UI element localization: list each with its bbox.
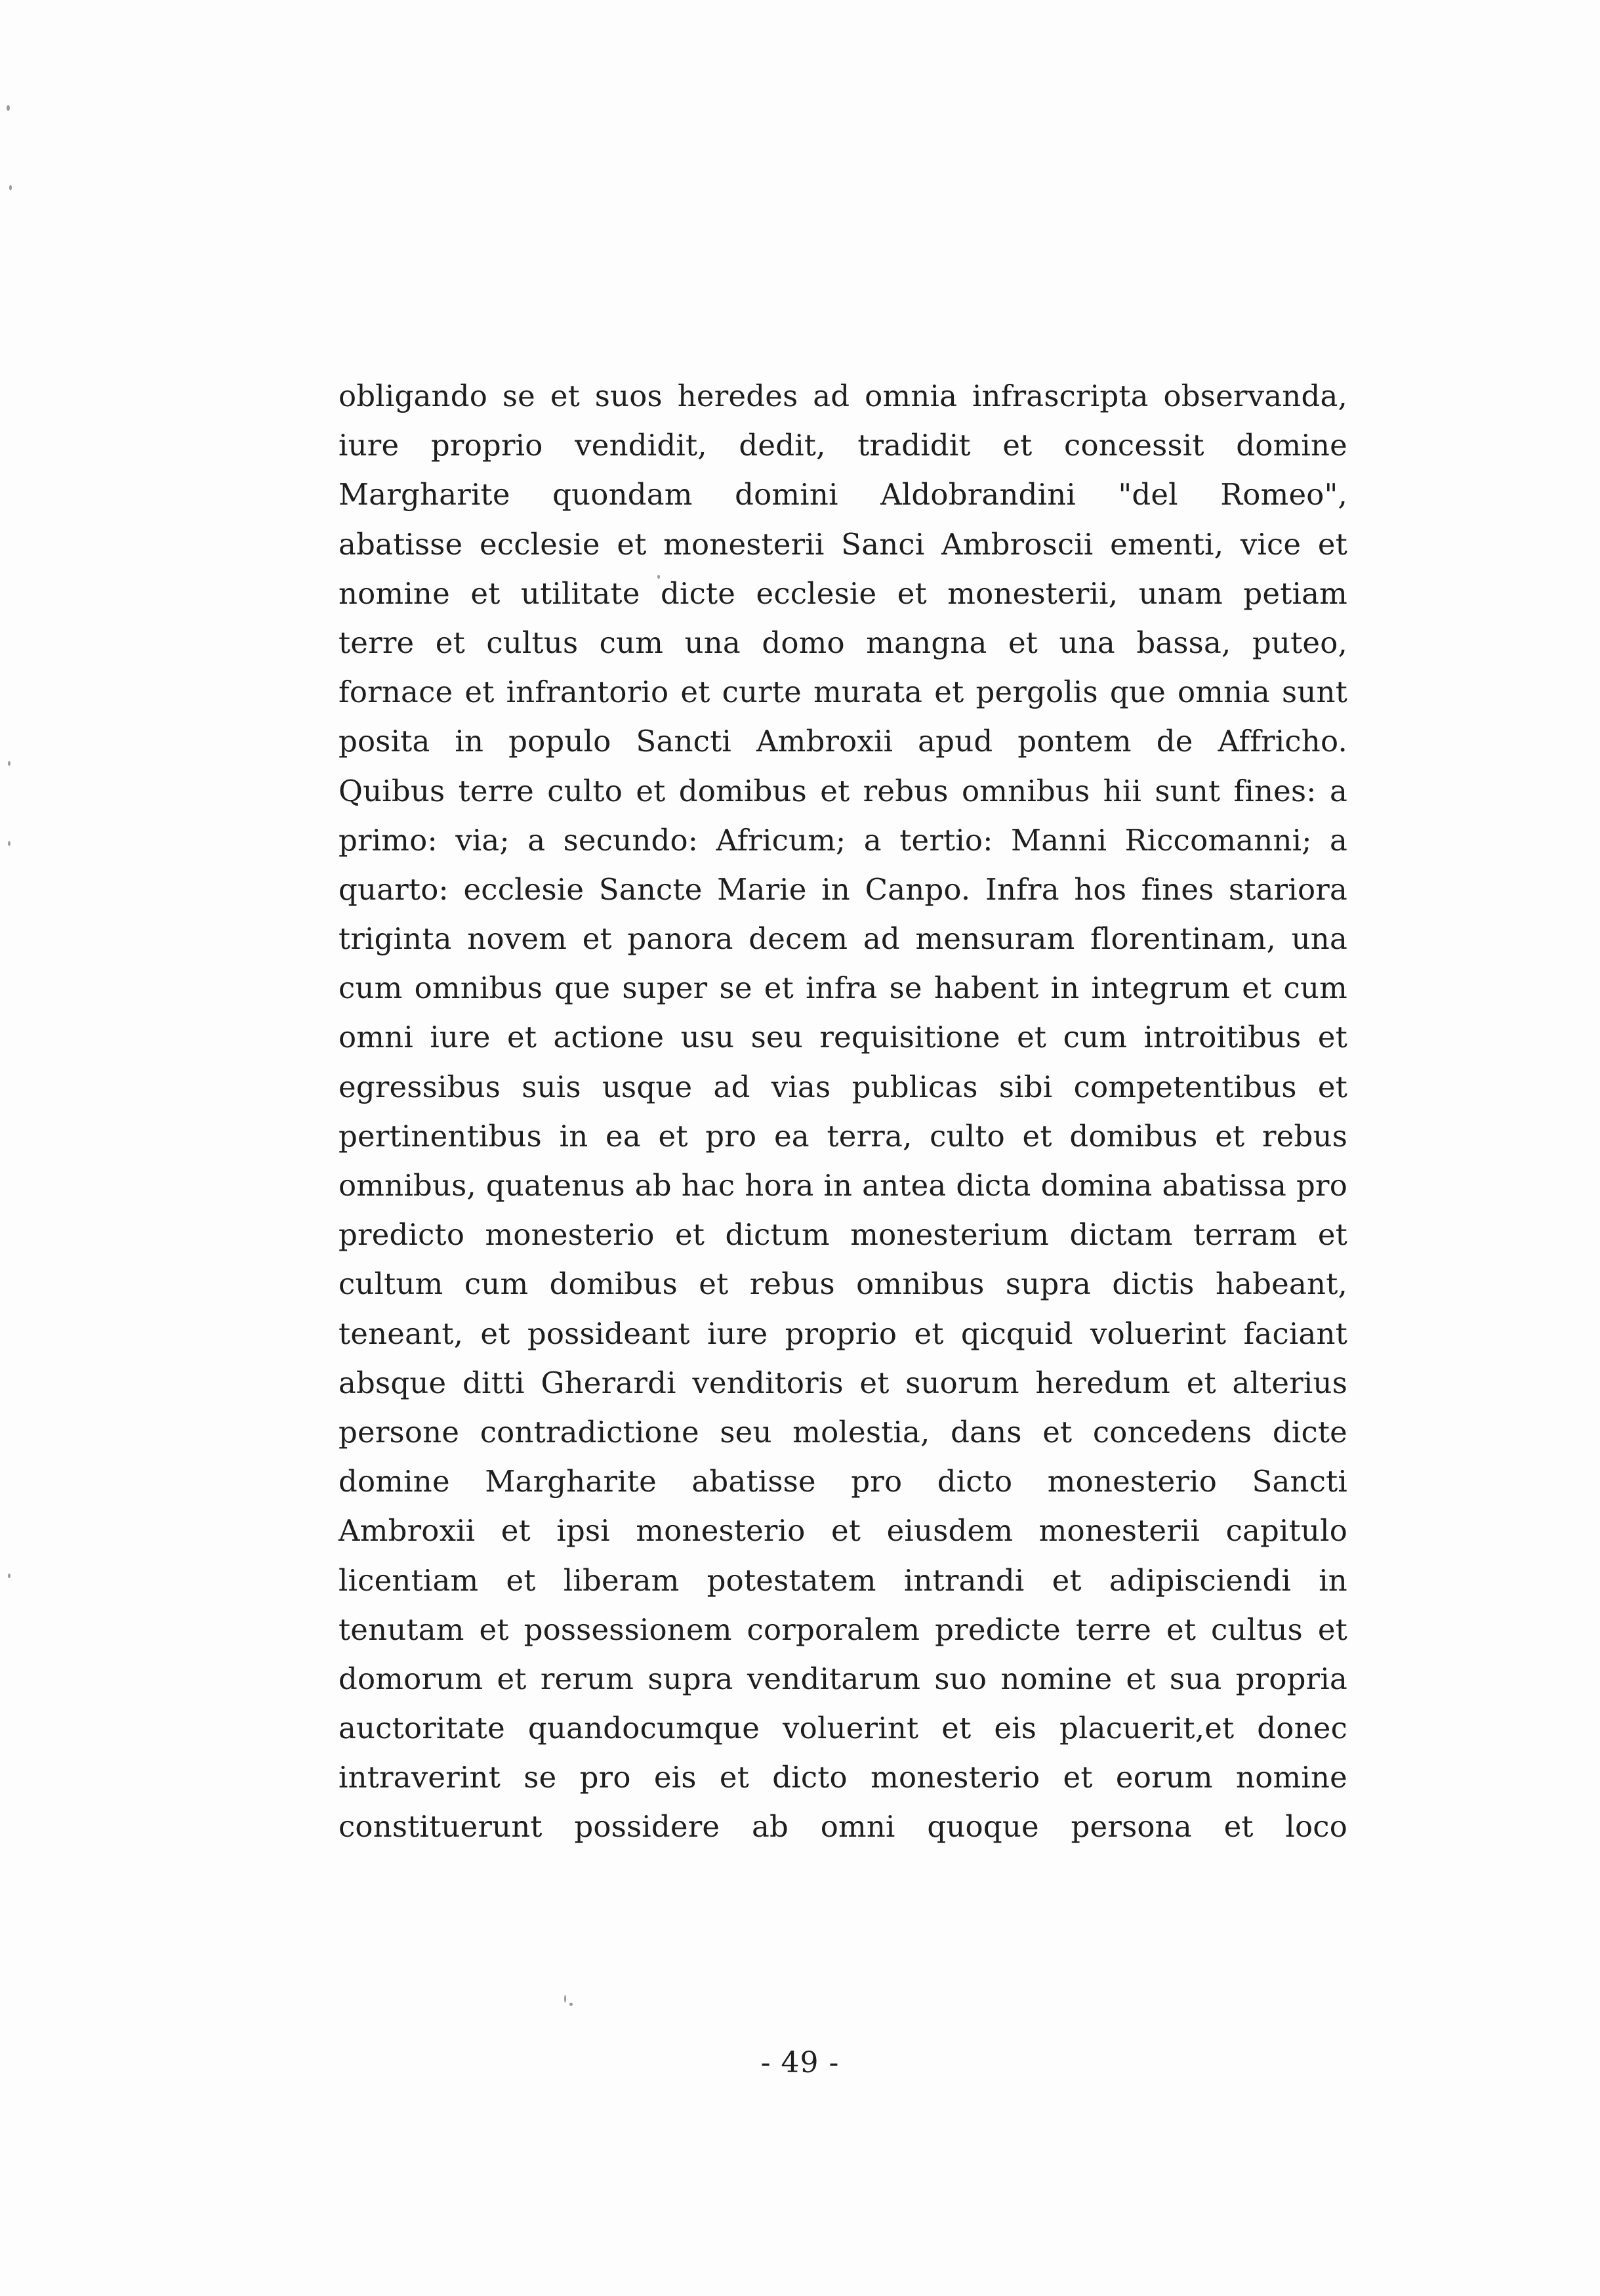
text-line: terre et cultus cum una domo mangna et una bassa, puteo, bbox=[338, 625, 1347, 660]
scan-speck bbox=[569, 2003, 573, 2006]
text-line: Quibus terre culto et domibus et rebus omnibus hii sunt fines: a bbox=[338, 773, 1347, 808]
text-line: Margharite quondam domini Aldobrandini "del Romeo", bbox=[338, 477, 1347, 512]
scan-speck bbox=[8, 841, 10, 846]
text-line: tenutam et possessionem corporalem predicte terre et cultus et bbox=[338, 1612, 1347, 1647]
text-line: iure proprio vendidit, dedit, tradidit et concessit domine bbox=[338, 428, 1347, 463]
text-line: Ambroxii et ipsi monesterio et eiusdem monesterii capitulo bbox=[338, 1513, 1347, 1549]
text-line: predicto monesterio et dictum monesterium dictam terram et bbox=[338, 1217, 1347, 1253]
text-line: omnibus, quatenus ab hac hora in antea dicta domina abatissa pro bbox=[338, 1168, 1347, 1203]
text-line: abatisse ecclesie et monesterii Sanci Ambroscii ementi, vice et bbox=[338, 526, 1347, 562]
text-line: auctoritate quandocumque voluerint et eis placuerit,et donec bbox=[338, 1711, 1347, 1746]
text-line: primo: via; a secundo: Africum; a tertio: Manni Riccomanni; a bbox=[338, 822, 1347, 858]
text-line: domine Margharite abatisse pro dicto monesterio Sancti bbox=[338, 1464, 1347, 1499]
text-line: fornace et infrantorio et curte murata et pergolis que omnia sunt bbox=[338, 675, 1347, 710]
text-line: omni iure et actione usu seu requisitione et cum introitibus et bbox=[338, 1020, 1347, 1055]
text-line: triginta novem et panora decem ad mensuram florentinam, una bbox=[338, 921, 1347, 957]
text-line: nomine et utilitate dicte ecclesie et monesterii, unam petiam bbox=[338, 575, 1347, 611]
text-line: posita in populo Sancti Ambroxii apud pontem de Affricho. bbox=[338, 724, 1347, 759]
text-line: licentiam et liberam potestatem intrandi et adipisciendi in bbox=[338, 1562, 1347, 1598]
text-line: obligando se et suos heredes ad omnia infrascripta observanda, bbox=[338, 379, 1347, 413]
body-text bbox=[338, 371, 1347, 1852]
text-line: absque ditti Gherardi venditoris et suorum heredum et alterius bbox=[338, 1365, 1347, 1400]
text-line: domorum et rerum supra venditarum suo nomine et sua propria bbox=[338, 1661, 1347, 1696]
text-line: quarto: ecclesie Sancte Marie in Canpo. Infra hos fines stariora bbox=[338, 871, 1347, 907]
page-number: - 49 - bbox=[760, 2046, 840, 2079]
text-line: pertinentibus in ea et pro ea terra, culto et domibus et rebus bbox=[338, 1118, 1347, 1154]
text-line: cum omnibus que super se et infra se habent in integrum et cum bbox=[338, 971, 1347, 1006]
text-line: teneant, et possideant iure proprio et qicquid voluerint faciant bbox=[338, 1316, 1347, 1351]
scan-speck bbox=[8, 1574, 10, 1578]
scan-speck bbox=[7, 105, 10, 111]
text-line: constituerunt possidere ab omni quoque persona et loco bbox=[338, 1809, 1347, 1845]
text-line: cultum cum domibus et rebus omnibus supra dictis habeant, bbox=[338, 1266, 1347, 1302]
text-line: persone contradictione seu molestia, dans et concedens dicte bbox=[338, 1414, 1347, 1450]
scan-speck bbox=[564, 1995, 566, 2003]
scan-speck bbox=[8, 761, 10, 766]
scan-speck bbox=[9, 185, 12, 190]
text-line: egressibus suis usque ad vias publicas sibi competentibus et bbox=[338, 1069, 1347, 1104]
text-line: intraverint se pro eis et dicto monesterio et eorum nomine bbox=[338, 1760, 1347, 1795]
